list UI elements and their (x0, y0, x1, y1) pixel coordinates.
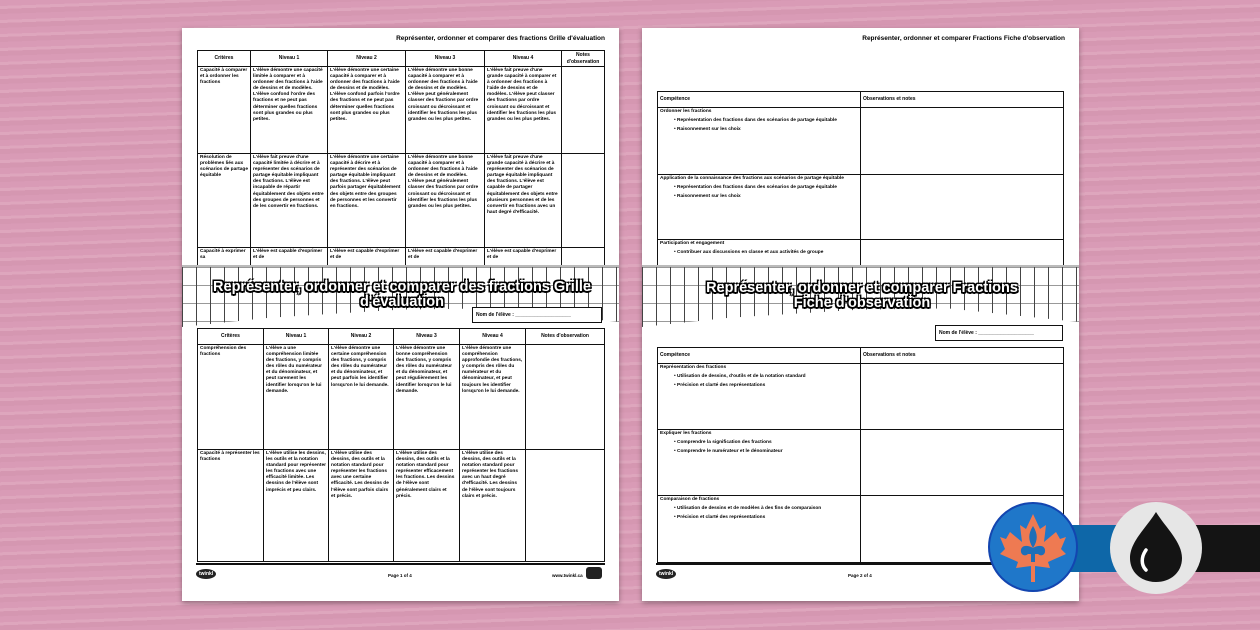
criterion-cell: Capacité à exprimer sa (198, 248, 251, 268)
footer-divider (196, 563, 605, 565)
column-header: Observations et notes (861, 92, 1064, 108)
table-row (198, 345, 605, 450)
observation-notes-cell[interactable] (861, 175, 1064, 240)
bullet-item: • Représentation des fractions dans des scénarios de partage équitable (674, 185, 858, 191)
page-number: Page 2 of 4 (848, 573, 872, 578)
competence-title: Application de la connaissance des fractions aux scénarios de partage équitable (660, 176, 844, 181)
table-row (198, 154, 605, 248)
level-cell: L'élève démontre une capacité limitée à comparer et à ordonner des fractions à l'aide de dessins et de modèles. L'élève confond l'ordre des fractions et ne peut pas déterminer quelles fractions sont plus grandes ou plus petites. (251, 67, 328, 154)
table-row (198, 248, 605, 268)
criterion-cell: Compréhension des fractions (198, 345, 264, 450)
column-header: Niveau 2 (328, 51, 406, 67)
twinkl-stamp-logo (586, 567, 602, 579)
column-header: Niveau 2 (329, 329, 394, 345)
notes-cell[interactable] (526, 345, 605, 450)
competence-bullets (674, 118, 858, 133)
table-header-row (198, 51, 605, 67)
competence-bullets (674, 440, 858, 455)
competence-bullets (674, 374, 858, 389)
bullet-item: • Comprendre le numérateur et le dénominateur (674, 449, 858, 455)
competence-bullets (674, 185, 858, 200)
table-row (658, 108, 1064, 175)
notes-cell[interactable] (526, 450, 605, 562)
observation-notes-cell[interactable] (861, 430, 1064, 496)
maple-leaf-fleur-de-lis-icon (988, 502, 1078, 592)
competence-title: Ordonner les fractions (660, 109, 712, 114)
column-header: Niveau 1 (264, 329, 329, 345)
bullet-item: • Raisonnement sur les choix (674, 127, 858, 133)
level-cell: L'élève est capable d'exprimer et de (251, 248, 328, 268)
level-cell: L'élève démontre une certaine compréhension des fractions, y compris des rôles du numérateur et du dénominateur, et peut parfois les identifier lorsqu'on le lui demande. (329, 345, 394, 450)
notes-cell[interactable] (562, 248, 605, 268)
competence-bullets (674, 250, 858, 256)
level-cell: L'élève fait preuve d'une grande capacité à décrire et à représenter des scénarios de partage équitable impliquant des fractions. L'élève est capable de partager équitablement des objets entre plusieurs personnes et de les convertir en fractions avec un haut degré d'efficacité. (485, 154, 562, 248)
column-header: Niveau 1 (251, 51, 328, 67)
table-row (198, 450, 605, 562)
criterion-cell: Capacité à représenter les fractions (198, 450, 264, 562)
competence-cell (658, 496, 861, 563)
bullet-item: • Raisonnement sur les choix (674, 194, 858, 200)
criterion-cell: Résolution de problèmes liés aux scénarios de partage équitable (198, 154, 251, 248)
level-cell: L'élève utilise les dessins, les outils et la notation standard pour représenter les fractions avec une efficacité limitée. Les dessins de l'élève sont imprécis et peu clairs. (264, 450, 329, 562)
banner-title: Représenter, ordonner et comparer Fractions Fiche d'observation (706, 280, 1018, 311)
student-name-field[interactable]: Nom de l'élève : ____________________ (472, 307, 602, 323)
bullet-item: • Comprendre la signification des fractions (674, 440, 858, 446)
observation-table-top (657, 91, 1064, 270)
criterion-cell: Capacité à comparer et à ordonner les fractions (198, 67, 251, 154)
competence-bullets (674, 506, 858, 521)
evaluation-grid-page (182, 28, 619, 601)
level-cell: L'élève démontre une compréhension approfondie des fractions, y compris des rôles du numérateur et du dénominateur, et peut toujours les identifier lorsqu'on le lui demande. (460, 345, 526, 450)
notes-cell[interactable] (562, 154, 605, 248)
bullet-item: • Contribuer aux discussions en classe et aux activités de groupe (674, 250, 858, 256)
column-header: Niveau 3 (406, 51, 485, 67)
page-number: Page 1 of 4 (388, 573, 412, 578)
bullet-item: • Représentation des fractions dans des scénarios de partage équitable (674, 118, 858, 124)
banner-title: Représenter, ordonner et comparer des fractions Grille d'évaluation (213, 279, 591, 310)
level-cell: L'élève est capable d'exprimer et de (328, 248, 406, 268)
level-cell: L'élève est capable d'exprimer et de (406, 248, 485, 268)
column-header: Critères (198, 329, 264, 345)
student-name-field[interactable]: Nom de l'élève : ____________________ (935, 325, 1063, 341)
table-header-row (658, 92, 1064, 108)
level-cell: L'élève démontre une bonne compréhension des fractions, y compris des rôles du numérateur et du dénominateur, et peut régulièrement les identifier lorsqu'on le lui demande. (394, 345, 460, 450)
table-header-row (658, 348, 1064, 364)
ink-drop-icon (1110, 502, 1202, 594)
twinkl-logo: twinkl (656, 569, 676, 579)
competence-title: Comparaison de fractions (660, 497, 720, 502)
table-row (658, 430, 1064, 496)
bullet-item: • Utilisation de dessins et de modèles à des fins de comparaison (674, 506, 858, 512)
bullet-item: • Précision et clarté des représentations (674, 383, 858, 389)
level-cell: L'élève démontre une bonne capacité à comparer et à ordonner des fractions à l'aide de dessins et de modèles. L'élève peut généralement classer des fractions par ordre croissant ou décroissant et identifier les fractions les plus grandes ou les plus petites. (406, 67, 485, 154)
column-header: Compétence (658, 348, 861, 364)
table-row (658, 364, 1064, 430)
twinkl-logo: twinkl (196, 569, 216, 579)
competence-title: Participation et engagement (660, 241, 725, 246)
column-header: Niveau 3 (394, 329, 460, 345)
table-row (198, 67, 605, 154)
bullet-item: • Utilisation de dessins, d'outils et de la notation standard (674, 374, 858, 380)
evaluation-table-bottom (197, 328, 605, 562)
level-cell: L'élève démontre une certaine capacité à décrire et à représenter des scénarios de partage équitable impliquant des fractions. L'élève peut parfois partager équitablement des objets entre des groupes de personnes et les convertir en fractions. (328, 154, 406, 248)
level-cell: L'élève utilise des dessins, des outils et la notation standard pour représenter efficacement les fractions. Les dessins de l'élève sont généralement clairs et précis. (394, 450, 460, 562)
level-cell: L'élève utilise des dessins, des outils et la notation standard pour représenter les fractions avec un haut degré d'efficacité. Les dessins de l'élève sont toujours clairs et précis. (460, 450, 526, 562)
page-header-title: Représenter, ordonner et comparer des fractions Grille d'évaluation (396, 35, 605, 42)
level-cell: L'élève fait preuve d'une grande capacité à comparer et à ordonner des fractions à l'aide de dessins et de modèles. L'élève peut classer des fractions par ordre croissant ou décroissant et identifier les fractions les plus grandes ou les plus petites. (485, 67, 562, 154)
column-header: Niveau 4 (485, 51, 562, 67)
competence-cell (658, 364, 861, 430)
competence-cell (658, 108, 861, 175)
column-header: Critères (198, 51, 251, 67)
page-header-title: Représenter, ordonner et comparer Fractions Fiche d'observation (862, 35, 1065, 42)
website: www.twinkl.ca (552, 573, 583, 578)
table-row (658, 175, 1064, 240)
competence-title: Expliquer les fractions (660, 431, 712, 436)
level-cell: L'élève démontre une bonne capacité à comparer et à ordonner des fractions à l'aide de dessins et de modèles. L'élève peut généralement classer des fractions par ordre croissant ou décroissant et identifier les fractions les plus grandes ou les plus petites. (406, 154, 485, 248)
bullet-item: • Précision et clarté des représentations (674, 515, 858, 521)
column-header: Observations et notes (861, 348, 1064, 364)
competence-title: Représentation des fractions (660, 365, 727, 370)
notes-cell[interactable] (562, 67, 605, 154)
table-header-row (198, 329, 605, 345)
observation-notes-cell[interactable] (861, 108, 1064, 175)
evaluation-table-top (197, 50, 605, 268)
level-cell: L'élève fait preuve d'une capacité limitée à décrire et à représenter des scénarios de partage équitable impliquant des fractions. L'élève est incapable de répartir équitablement des objets entre des groupes de personnes et de les convertir en fractions. (251, 154, 328, 248)
column-header: Compétence (658, 92, 861, 108)
level-cell: L'élève est capable d'exprimer et de (485, 248, 562, 268)
competence-cell (658, 175, 861, 240)
column-header: Niveau 4 (460, 329, 526, 345)
competence-cell (658, 430, 861, 496)
observation-notes-cell[interactable] (861, 364, 1064, 430)
level-cell: L'élève démontre une certaine capacité à comparer et à ordonner des fractions à l'aide de dessins et de modèles. L'élève confond parfois l'ordre des fractions et ne peut pas déterminer quelles fractions sont plus grandes ou plus petites. (328, 67, 406, 154)
column-header: Notes d'observation (562, 51, 605, 67)
level-cell: L'élève a une compréhension limitée des fractions, y compris des rôles du numérateur et du dénominateur, et peut rarement les identifier lorsqu'on le lui demande. (264, 345, 329, 450)
column-header: Notes d'observation (526, 329, 605, 345)
level-cell: L'élève utilise des dessins, des outils et la notation standard pour représenter les fractions avec une certaine efficacité. Les dessins de l'élève sont parfois clairs et précis. (329, 450, 394, 562)
